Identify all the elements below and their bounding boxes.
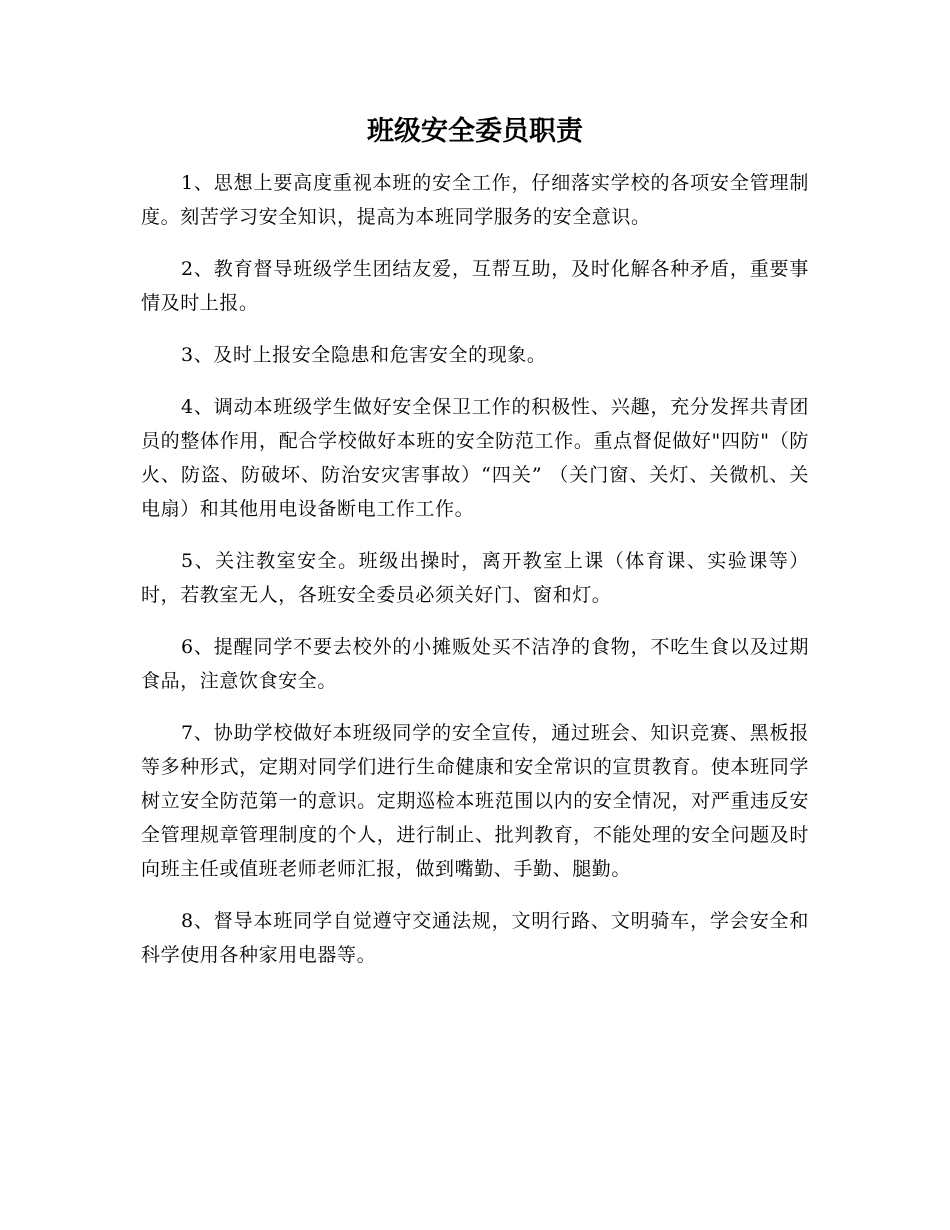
paragraph-2: 2、教育督导班级学生团结友爱，互帮互助，及时化解各种矛盾，重要事情及时上报。 — [141, 258, 809, 314]
paragraph-3: 3、及时上报安全隐患和危害安全的现象。 — [181, 344, 547, 366]
paragraph-7: 7、协助学校做好本班级同学的安全宣传，通过班会、知识竞赛、黑板报等多种形式，定期对同学们进行生命健康和安全常识的宣贯教育。使本班同学树立安全防范第一的意识。定期巡检本班范围以内的安全情况，对严重违反安全管理规章管理制度的个人，进行制止、批判教育，不能处理的安全问题及时向班主任或值班老师老师汇报，做到嘴勤、手勤、腿勤。 — [141, 722, 809, 880]
paragraph-8: 8、督导本班同学自觉遵守交通法规，文明行路、文明骑车，学会安全和科学使用各种家用电器等。 — [141, 910, 809, 966]
paragraph-6: 6、提醒同学不要去校外的小摊贩处买不洁净的食物，不吃生食以及过期食品，注意饮食安全。 — [141, 636, 809, 692]
paragraph-1: 1、思想上要高度重视本班的安全工作，仔细落实学校的各项安全管理制度。刻苦学习安全知识，提高为本班同学服务的安全意识。 — [141, 172, 809, 228]
document-body — [141, 166, 809, 990]
page-title: 班级安全委员职责 — [367, 116, 583, 147]
paragraph-4: 4、调动本班级学生做好安全保卫工作的积极性、兴趣，充分发挥共青团员的整体作用，配合学校做好本班的安全防范工作。重点督促做好"四防"（防火、防盗、防破坏、防治安灾害事故）“四关” （关门窗、关灯、关微机、关电扇）和其他用电设备断电工作工作。 — [141, 396, 809, 520]
paragraph-5: 5、关注教室安全。班级出操时，离开教室上课（体育课、实验课等）时，若教室无人，各班安全委员必须关好门、窗和灯。 — [141, 550, 809, 606]
